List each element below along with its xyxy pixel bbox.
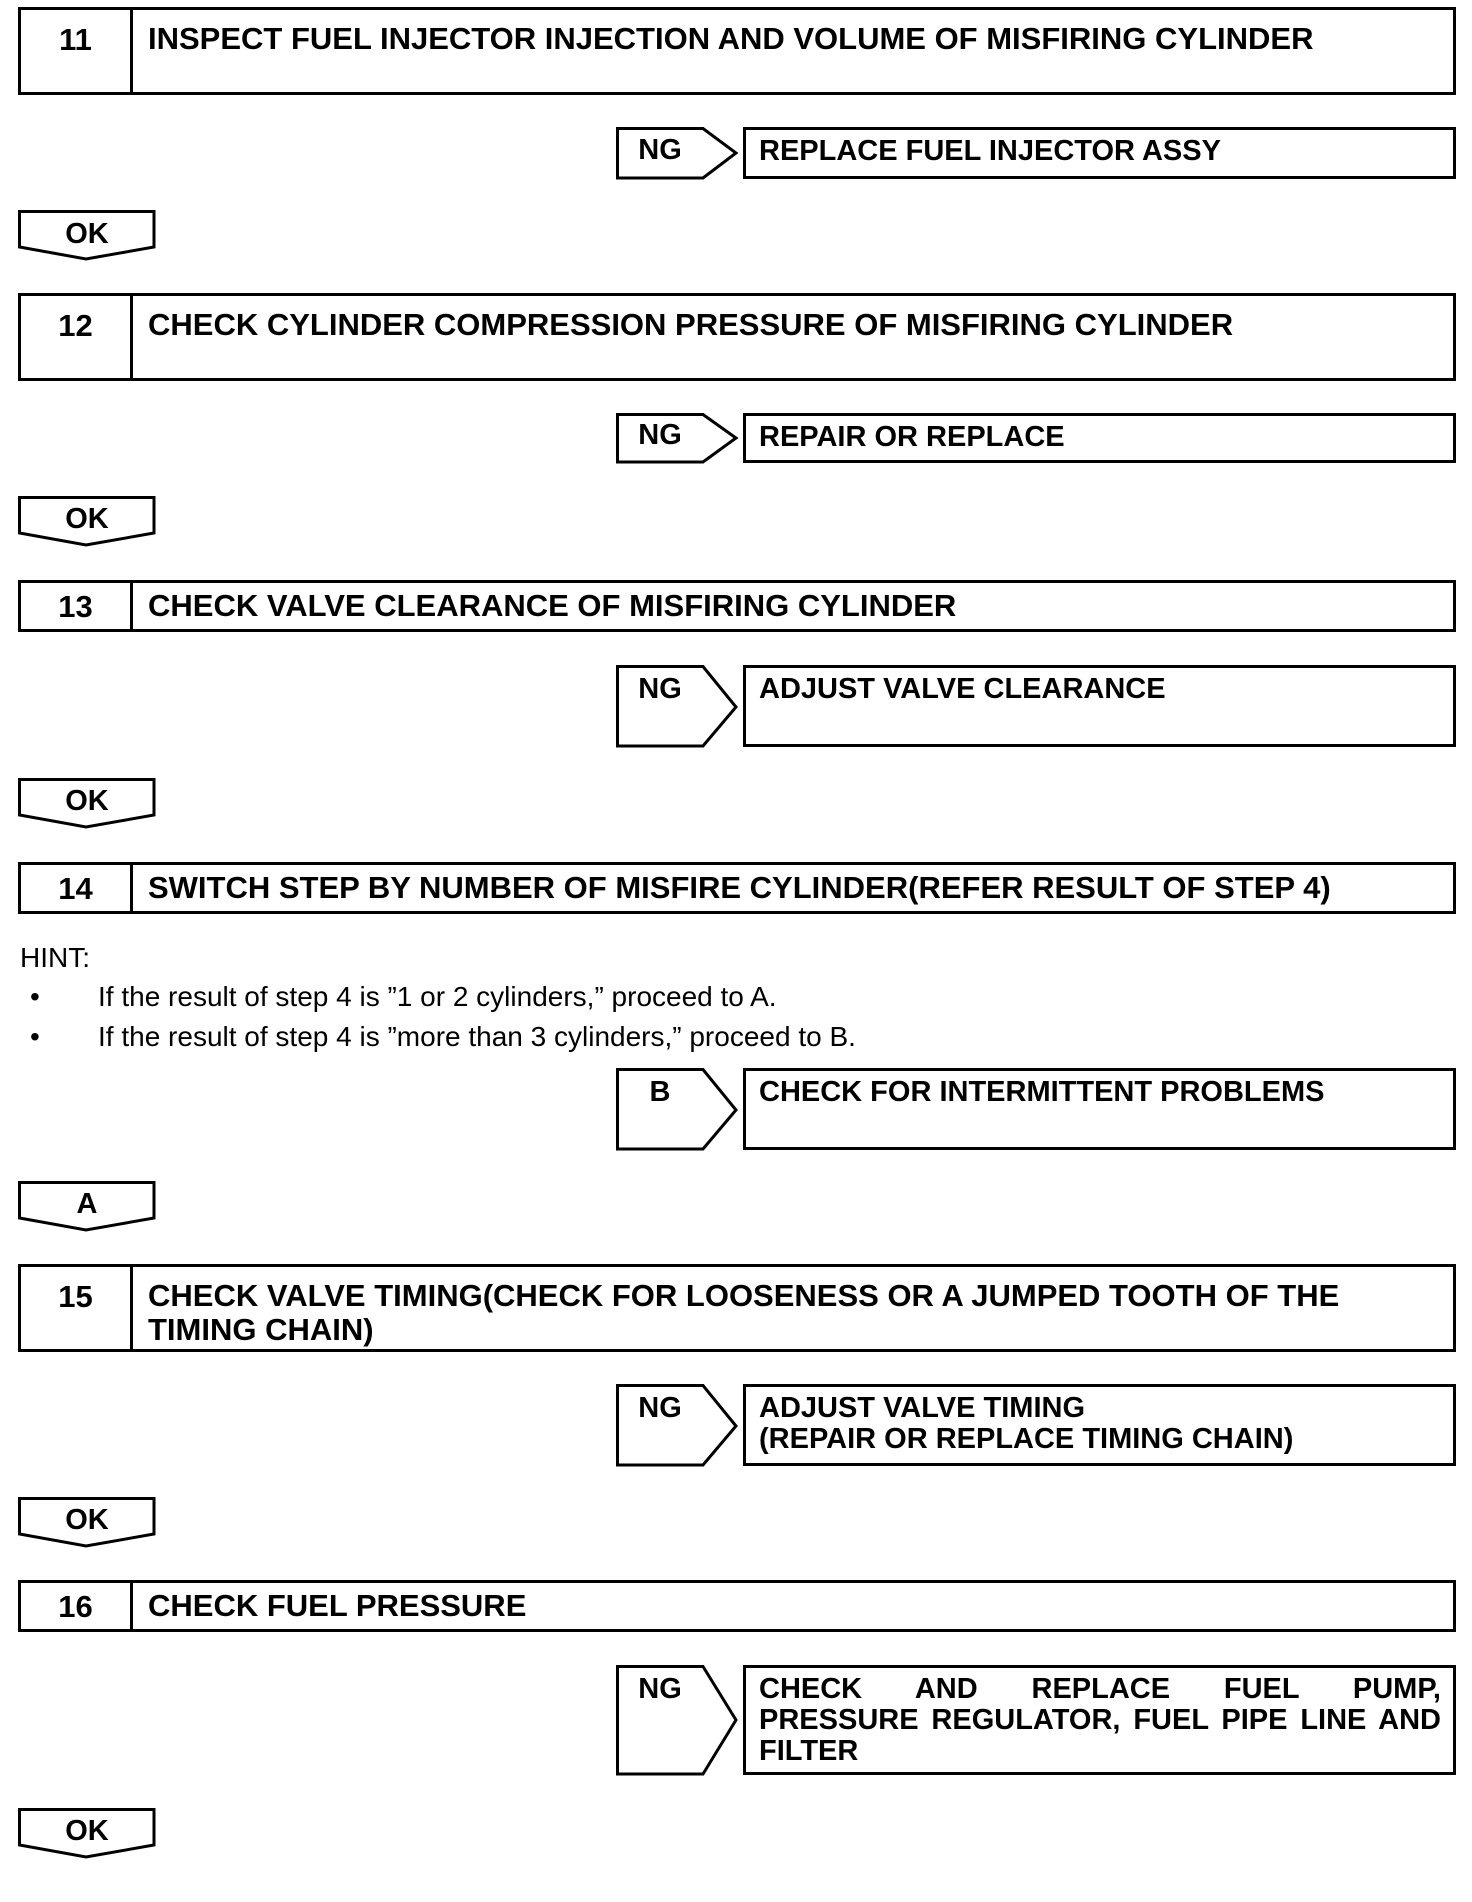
step-title-line: CHECK VALVE TIMING(CHECK FOR LOOSENESS OR A JUMPED TOOTH OF THE (148, 1278, 1340, 1313)
step-number: 13 (21, 583, 133, 629)
step-number: 14 (21, 865, 133, 911)
action-line: FILTER (759, 1735, 859, 1767)
action-line: PRESSURE REGULATOR, FUEL PIPE LINE AND (759, 1704, 1441, 1736)
step-12-ng-tag: NG (638, 419, 682, 451)
step-13-box (18, 580, 1456, 632)
step-14-box (18, 862, 1456, 914)
hint-label: HINT: (20, 942, 90, 973)
step-16-ok-label: OK (65, 1815, 109, 1847)
step-14-b-tag: B (649, 1076, 671, 1108)
step-12-ng-action: REPAIR OR REPLACE (743, 413, 1456, 463)
step-title: CHECK FUEL PRESSURE (148, 1588, 527, 1623)
action-line: ADJUST VALVE TIMING (759, 1392, 1085, 1424)
step-12-box (18, 293, 1456, 381)
step-12-ok-label: OK (65, 503, 109, 535)
step-number: 11 (21, 10, 133, 92)
step-16-box (18, 1580, 1456, 1632)
step-15-ok-label: OK (65, 1504, 109, 1536)
step-13-ng-action: ADJUST VALVE CLEARANCE (743, 665, 1456, 747)
step-13-ng-tag: NG (638, 673, 682, 705)
hint-text: If the result of step 4 is ”more than 3 cylinders,” proceed to B. (98, 1021, 856, 1052)
step-11-ok-label: OK (65, 218, 109, 250)
bullet-icon: • (30, 981, 40, 1012)
step-title (148, 1279, 1445, 1347)
action-line: (REPAIR OR REPLACE TIMING CHAIN) (759, 1423, 1294, 1455)
step-16-ng-tag: NG (638, 1673, 682, 1705)
step-16-ng-action (743, 1665, 1456, 1775)
step-title: CHECK VALVE CLEARANCE OF MISFIRING CYLINDER (148, 588, 957, 623)
step-15-ng-tag: NG (638, 1392, 682, 1424)
step-11-ng-action: REPLACE FUEL INJECTOR ASSY (743, 127, 1456, 179)
step-11-ng-tag: NG (638, 134, 682, 166)
step-title: INSPECT FUEL INJECTOR INJECTION AND VOLUME OF MISFIRING CYLINDER (148, 21, 1314, 56)
bullet-icon: • (30, 1021, 40, 1052)
step-11-box (18, 7, 1456, 95)
step-title: CHECK CYLINDER COMPRESSION PRESSURE OF MISFIRING CYLINDER (148, 307, 1234, 342)
step-14-b-action: CHECK FOR INTERMITTENT PROBLEMS (743, 1068, 1456, 1150)
step-13-ok-label: OK (65, 785, 109, 817)
step-14-a-label: A (76, 1188, 98, 1220)
action-line: CHECK AND REPLACE FUEL PUMP, (759, 1673, 1441, 1705)
step-number: 16 (21, 1583, 133, 1629)
step-title: SWITCH STEP BY NUMBER OF MISFIRE CYLINDER(REFER RESULT OF STEP 4) (148, 870, 1331, 905)
step-title-line: TIMING CHAIN) (148, 1312, 374, 1347)
step-number: 12 (21, 296, 133, 378)
step-15-ng-action (743, 1384, 1456, 1466)
step-15-box (18, 1264, 1456, 1352)
hint-text: If the result of step 4 is ”1 or 2 cylinders,” proceed to A. (98, 981, 777, 1012)
step-number: 15 (21, 1267, 133, 1349)
